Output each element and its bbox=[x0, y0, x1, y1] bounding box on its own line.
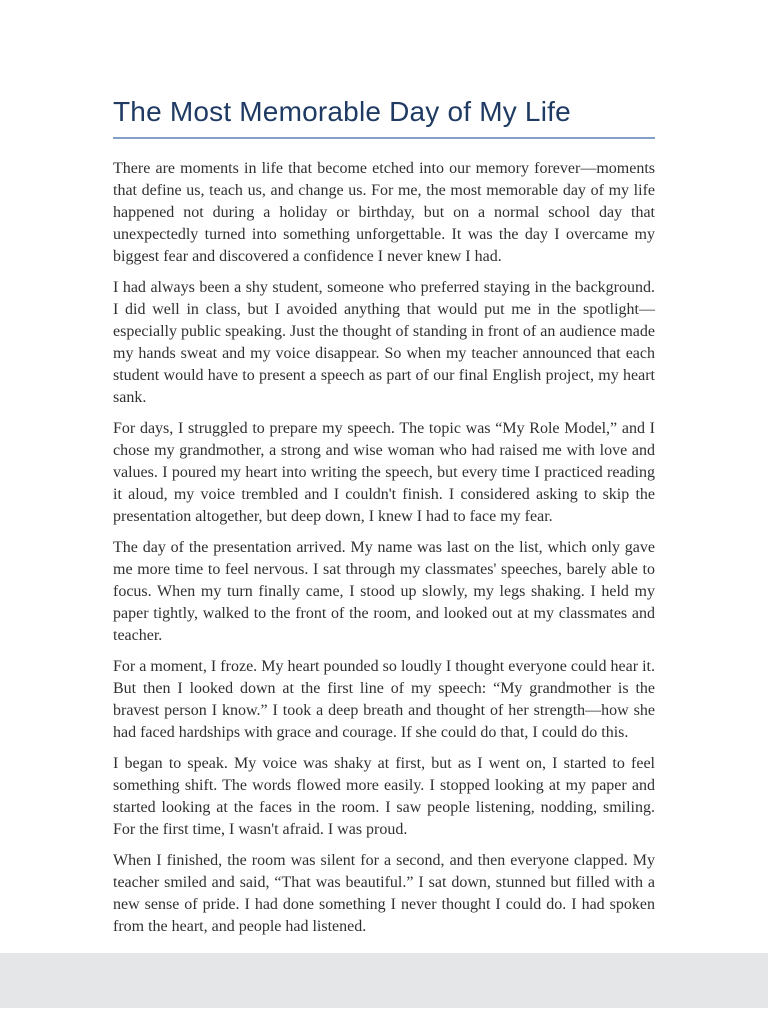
essay-paragraph: There are moments in life that become etched into our memory forever—moments that define us, teach us, and change us. For me, the most memorable day of my life happened not during a holiday or birthday, but on a normal school day that unexpectedly turned into something unforgettable. It was the day I overcame my biggest fear and discovered a confidence I never knew I had. bbox=[113, 160, 655, 265]
page-content bbox=[113, 0, 655, 938]
page-gap bbox=[0, 953, 768, 1008]
essay-body bbox=[113, 139, 655, 938]
essay-paragraph: When I finished, the room was silent for a second, and then everyone clapped. My teacher smiled and said, “That was beautiful.” I sat down, stunned but filled with a new sense of pride. I had done something I never thought I could do. I had spoken from the heart, and people had listened. bbox=[113, 852, 655, 935]
essay-paragraph: The day of the presentation arrived. My name was last on the list, which only gave me more time to feel nervous. I sat through my classmates' speeches, barely able to focus. When my turn finally came, I stood up slowly, my legs shaking. I held my paper tightly, walked to the front of the room, and looked out at my classmates and teacher. bbox=[113, 539, 655, 644]
next-page-top bbox=[0, 1008, 768, 1024]
essay-paragraph: I had always been a shy student, someone who preferred staying in the background. I did well in class, but I avoided anything that would put me in the spotlight—especially public speaking. Just the thought of standing in front of an audience made my hands sweat and my voice disappear. So when my teacher announced that each student would have to present a speech as part of our final English project, my heart sank. bbox=[113, 279, 655, 406]
essay-paragraph: For days, I struggled to prepare my speech. The topic was “My Role Model,” and I chose my grandmother, a strong and wise woman who had raised me with love and values. I poured my heart into writing the speech, but every time I practiced reading it aloud, my voice trembled and I couldn't finish. I considered asking to skip the presentation altogether, but deep down, I knew I had to face my fear. bbox=[113, 420, 655, 525]
page-title: The Most Memorable Day of My Life bbox=[113, 96, 571, 127]
essay-paragraph: For a moment, I froze. My heart pounded so loudly I thought everyone could hear it. But then I looked down at the first line of my speech: “My grandmother is the bravest person I know.” I took a deep breath and thought of her strength—how she had faced hardships with grace and courage. If she could do that, I could do this. bbox=[113, 658, 655, 741]
essay-paragraph: I began to speak. My voice was shaky at first, but as I went on, I started to feel something shift. The words flowed more easily. I stopped looking at my paper and started looking at the faces in the room. I saw people listening, nodding, smiling. For the first time, I wasn't afraid. I was proud. bbox=[113, 755, 655, 838]
